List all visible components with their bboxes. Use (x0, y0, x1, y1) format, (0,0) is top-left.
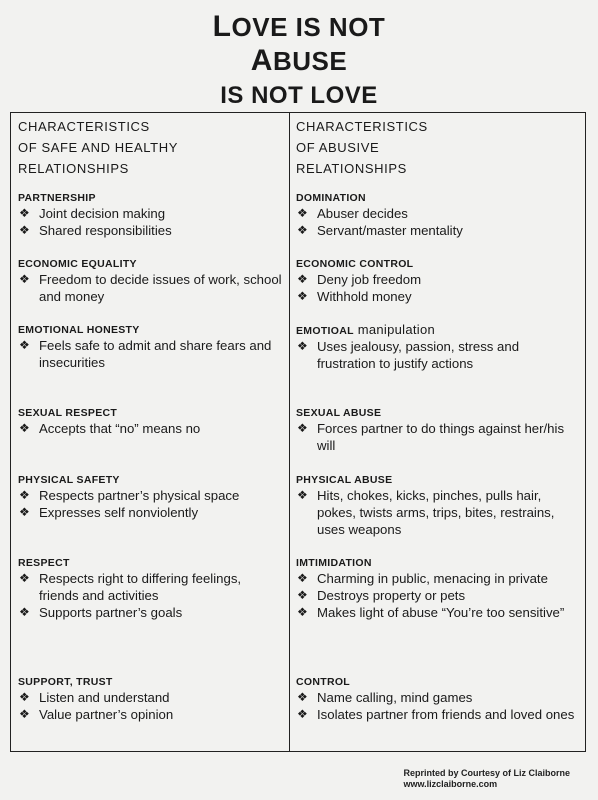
section-heading (18, 323, 284, 337)
diamond-bullet-icon: ❖ (297, 206, 308, 220)
diamond-bullet-icon: ❖ (19, 571, 30, 585)
section-right-2 (296, 323, 578, 372)
section-right-6 (296, 675, 578, 723)
list-item (296, 570, 578, 587)
diamond-bullet-icon: ❖ (19, 421, 30, 435)
list-item (18, 706, 284, 723)
section-heading (296, 556, 578, 570)
diamond-bullet-icon: ❖ (297, 488, 308, 502)
title-rest: BUSE (272, 46, 348, 76)
diamond-bullet-icon: ❖ (297, 421, 308, 435)
section-left-4 (18, 473, 284, 521)
list-item-text: Makes light of abuse “You’re too sensitive” (317, 605, 565, 620)
list-item-text: Hits, chokes, kicks, pinches, pulls hair, pokes, twists arms, trips, bites, restrains, uses weapons (317, 488, 555, 537)
list-item (18, 420, 284, 437)
section-heading (296, 257, 578, 271)
diamond-bullet-icon: ❖ (297, 339, 308, 353)
diamond-bullet-icon: ❖ (297, 223, 308, 237)
section-heading-text: PARTNERSHIP (18, 192, 96, 204)
list-item-text: Expresses self nonviolently (39, 505, 199, 520)
section-left-0 (18, 191, 284, 239)
list-item (18, 504, 284, 521)
header-line: RELATIONSHIPS (296, 161, 407, 176)
title-line-1 (0, 10, 598, 44)
comparison-table (10, 112, 586, 752)
section-heading-text: ECONOMIC EQUALITY (18, 258, 137, 270)
title-initial: L (212, 10, 232, 43)
list-item-text: Freedom to decide issues of work, school and money (39, 272, 282, 304)
title-rest: OVE IS NOT (231, 12, 386, 42)
abusive-column-header (296, 116, 578, 179)
section-heading (18, 257, 284, 271)
footer-courtesy: Reprinted by Courtesy of Liz Claiborne (403, 768, 570, 778)
list-item-text: Destroys property or pets (317, 588, 466, 603)
list-item-text: Listen and understand (39, 690, 170, 705)
diamond-bullet-icon: ❖ (297, 707, 308, 721)
diamond-bullet-icon: ❖ (19, 206, 30, 220)
section-heading (296, 191, 578, 205)
section-heading (296, 473, 578, 487)
list-item (296, 222, 578, 239)
diamond-bullet-icon: ❖ (19, 690, 30, 704)
list-item (18, 271, 284, 305)
list-item (296, 338, 578, 372)
diamond-bullet-icon: ❖ (297, 272, 308, 286)
list-item (296, 420, 578, 454)
list-item-text: Forces partner to do things against her/his will (317, 421, 565, 453)
footer-credit (403, 768, 570, 790)
section-left-6 (18, 675, 284, 723)
section-right-4 (296, 473, 578, 538)
list-item-text: Accepts that “no” means no (39, 421, 201, 436)
list-item (18, 689, 284, 706)
list-item (18, 570, 284, 604)
section-heading-suffix: manipulation (353, 322, 436, 337)
healthy-column-header (18, 116, 284, 179)
section-right-1 (296, 257, 578, 305)
section-heading-text: RESPECT (18, 557, 70, 569)
list-item (18, 337, 284, 371)
header-line: CHARACTERISTICS (296, 119, 428, 134)
diamond-bullet-icon: ❖ (297, 690, 308, 704)
diamond-bullet-icon: ❖ (19, 338, 30, 352)
diamond-bullet-icon: ❖ (19, 223, 30, 237)
section-heading-text: SEXUAL ABUSE (296, 407, 382, 419)
list-item-text: Withhold money (317, 289, 412, 304)
list-item (296, 689, 578, 706)
section-heading-text: PHYSICAL SAFETY (18, 474, 120, 486)
diamond-bullet-icon: ❖ (297, 289, 308, 303)
section-heading-text: EMOTIOAL (296, 325, 354, 337)
list-item (18, 487, 284, 504)
section-heading (18, 556, 284, 570)
list-item-text: Abuser decides (317, 206, 408, 221)
list-item-text: Deny job freedom (317, 272, 422, 287)
list-item-text: Servant/master mentality (317, 223, 463, 238)
section-heading-text: SUPPORT, TRUST (18, 676, 113, 688)
title-line-2 (0, 44, 598, 78)
diamond-bullet-icon: ❖ (19, 488, 30, 502)
list-item-text: Feels safe to admit and share fears and insecurities (39, 338, 272, 370)
list-item (18, 604, 284, 621)
list-item-text: Joint decision making (39, 206, 166, 221)
list-item (296, 587, 578, 604)
header-line: OF ABUSIVE (296, 140, 380, 155)
section-heading-text: DOMINATION (296, 192, 366, 204)
section-heading (18, 406, 284, 420)
list-item-text: Shared responsibilities (39, 223, 172, 238)
list-item (296, 604, 578, 621)
title-initial: A (250, 44, 273, 77)
diamond-bullet-icon: ❖ (297, 571, 308, 585)
section-heading-text: PHYSICAL ABUSE (296, 474, 393, 486)
section-heading (296, 406, 578, 420)
section-right-5 (296, 556, 578, 621)
title-line-3: IS NOT LOVE (220, 82, 378, 109)
list-item (296, 205, 578, 222)
section-left-2 (18, 323, 284, 371)
diamond-bullet-icon: ❖ (19, 707, 30, 721)
section-heading (18, 675, 284, 689)
diamond-bullet-icon: ❖ (19, 272, 30, 286)
footer-url: www.lizclaiborne.com (403, 779, 498, 789)
list-item-text: Uses jealousy, passion, stress and frustration to justify actions (317, 339, 520, 371)
diamond-bullet-icon: ❖ (19, 505, 30, 519)
list-item-text: Value partner’s opinion (39, 707, 174, 722)
header-line: CHARACTERISTICS (18, 119, 150, 134)
diamond-bullet-icon: ❖ (19, 605, 30, 619)
list-item (18, 205, 284, 222)
diamond-bullet-icon: ❖ (297, 605, 308, 619)
list-item-text: Name calling, mind games (317, 690, 473, 705)
section-heading-text: SEXUAL RESPECT (18, 407, 118, 419)
section-heading-text: ECONOMIC CONTROL (296, 258, 414, 270)
section-left-3 (18, 406, 284, 437)
list-item-text: Respects right to differing feelings, friends and activities (39, 571, 242, 603)
section-left-1 (18, 257, 284, 305)
section-heading-text: IMTIMIDATION (296, 557, 372, 569)
section-heading-text: CONTROL (296, 676, 351, 688)
list-item (296, 271, 578, 288)
section-right-3 (296, 406, 578, 454)
section-heading (296, 675, 578, 689)
abusive-column (296, 113, 578, 722)
section-heading (18, 473, 284, 487)
header-line: OF SAFE AND HEALTHY (18, 140, 178, 155)
section-heading (18, 191, 284, 205)
section-right-0 (296, 191, 578, 239)
diamond-bullet-icon: ❖ (297, 588, 308, 602)
section-heading (296, 323, 578, 338)
list-item-text: Respects partner’s physical space (39, 488, 240, 503)
list-item (296, 706, 578, 723)
list-item-text: Supports partner’s goals (39, 605, 183, 620)
list-item (296, 487, 578, 538)
healthy-column (18, 113, 284, 722)
list-item (18, 222, 284, 239)
list-item-text: Isolates partner from friends and loved ones (317, 707, 575, 722)
list-item-text: Charming in public, menacing in private (317, 571, 548, 586)
section-left-5 (18, 556, 284, 621)
header-line: RELATIONSHIPS (18, 161, 129, 176)
column-divider (289, 113, 290, 751)
section-heading-text: EMOTIONAL HONESTY (18, 324, 140, 336)
list-item (296, 288, 578, 305)
